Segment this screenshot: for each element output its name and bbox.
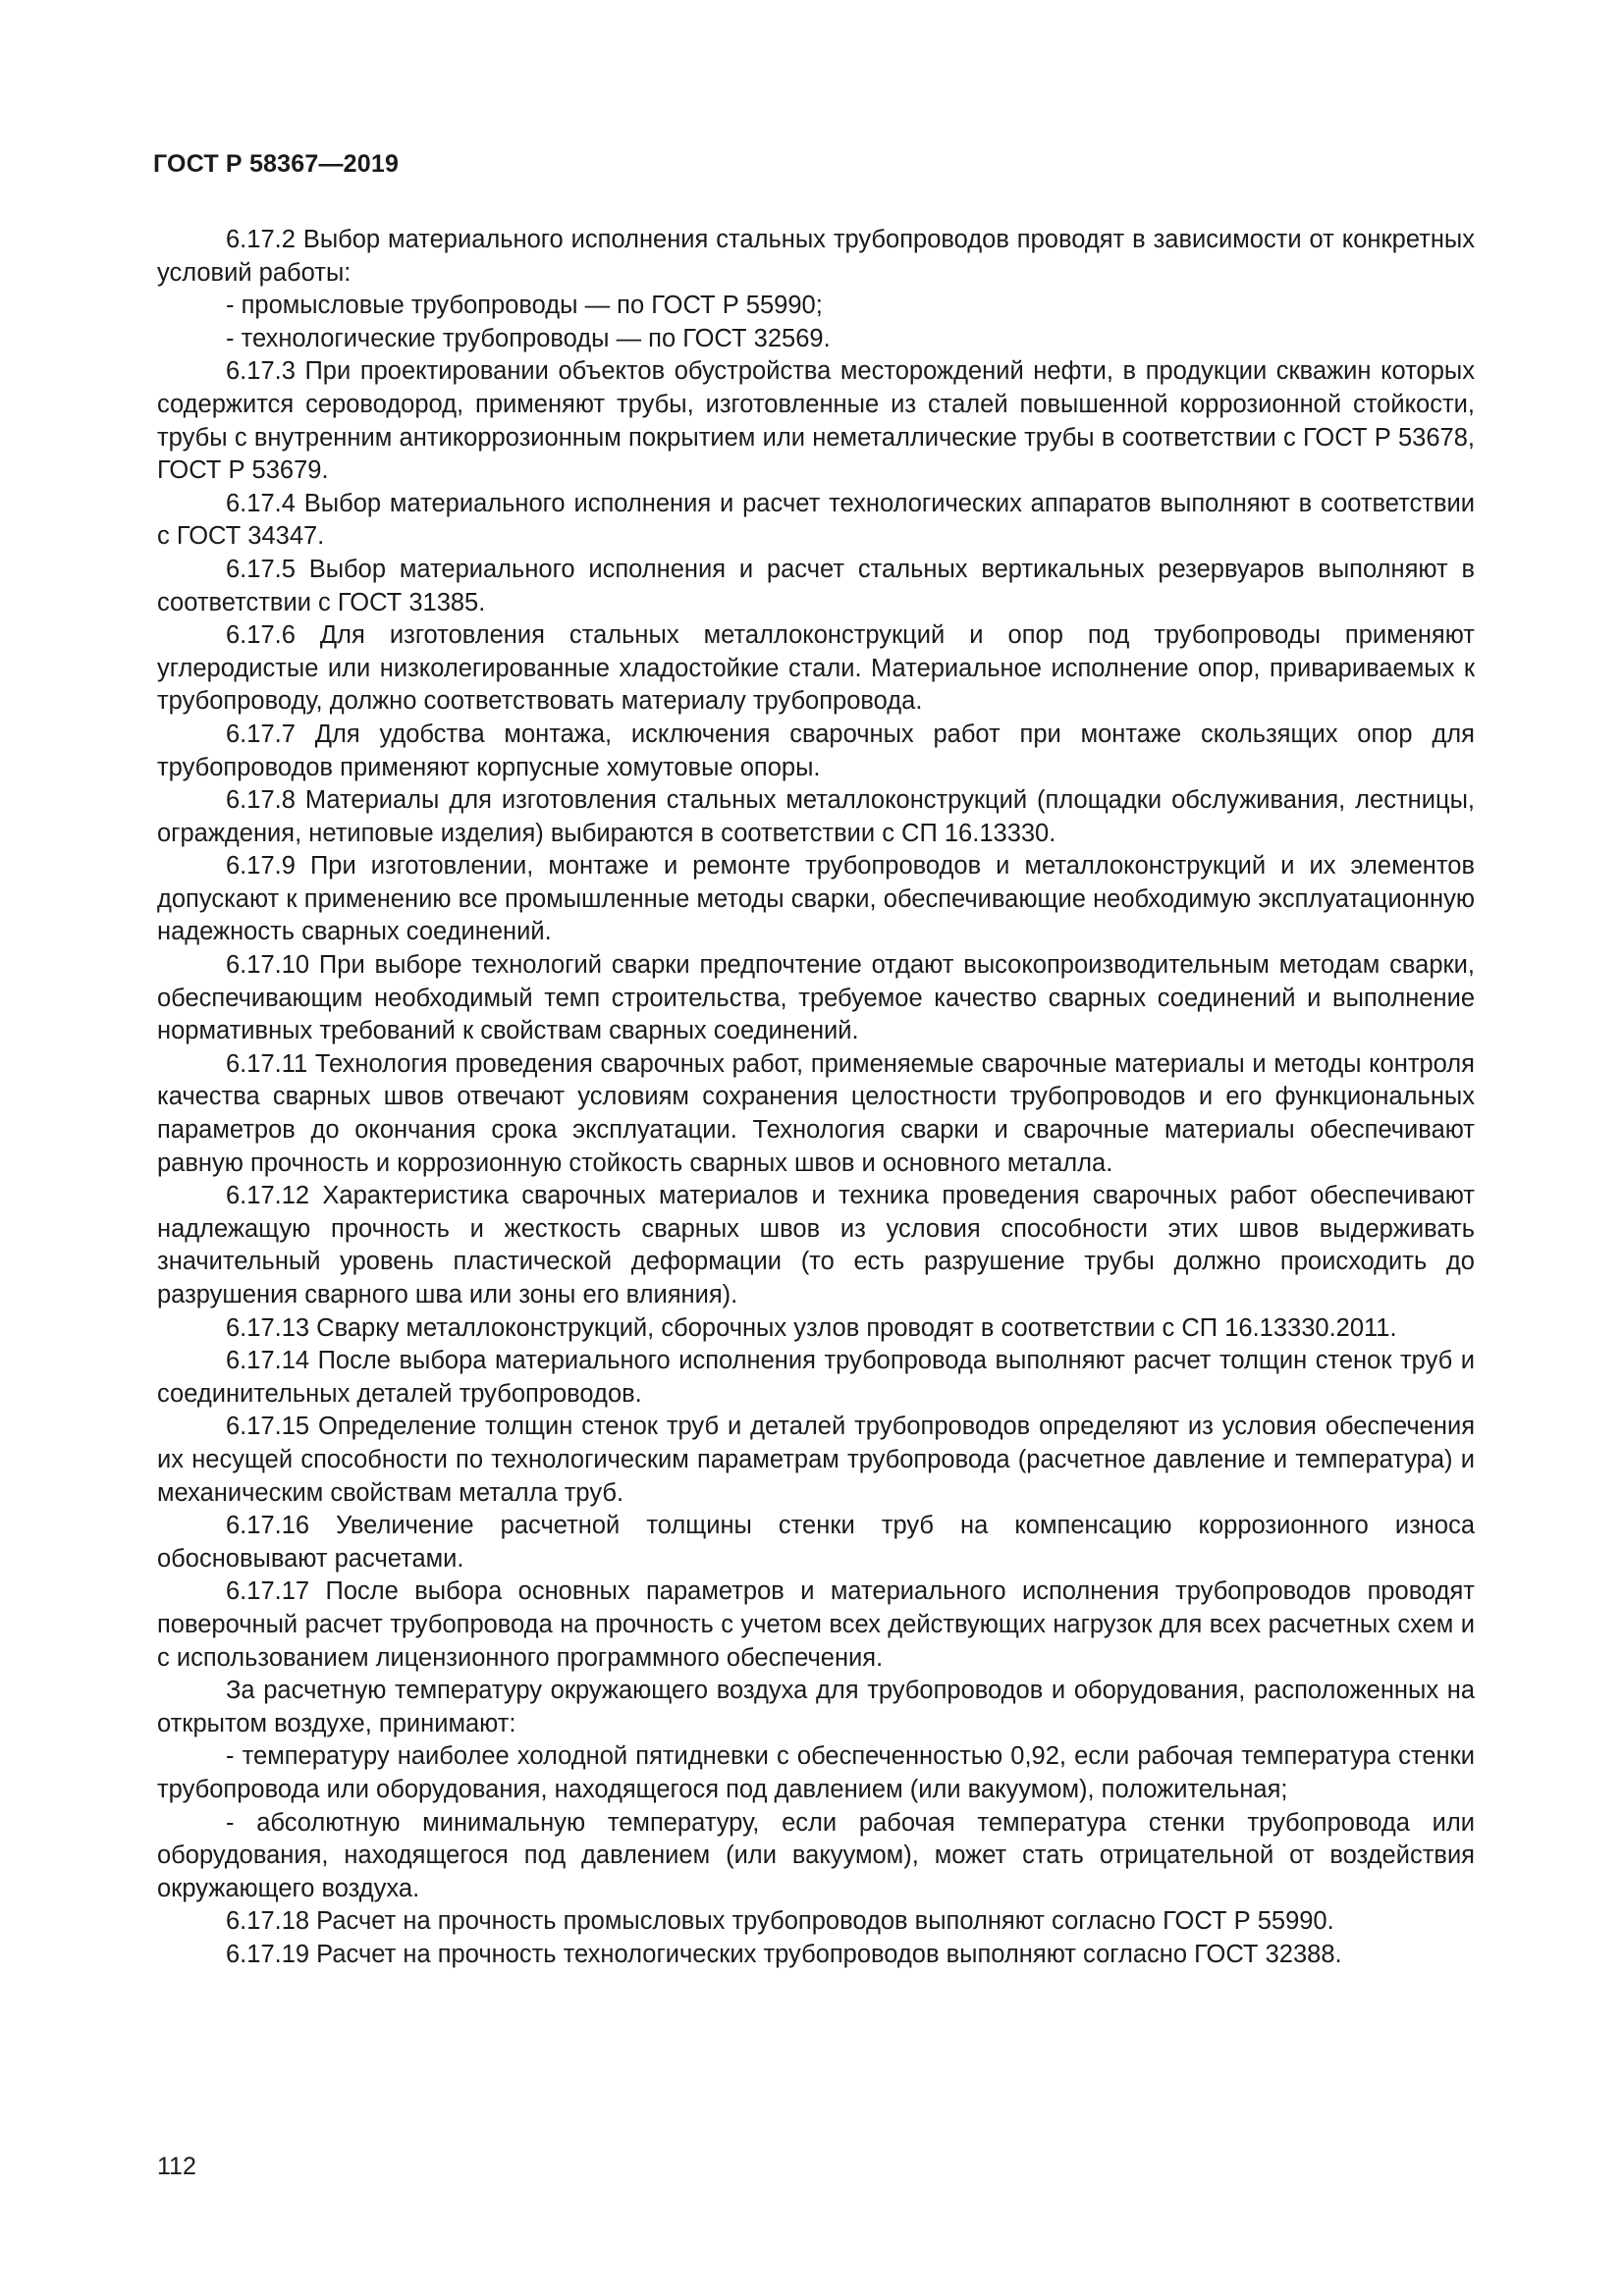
list-item-field-pipelines: - промысловые трубопроводы — по ГОСТ Р 55990; — [226, 292, 823, 320]
paragraph-6-17-15: 6.17.15 Определение толщин стенок труб и деталей трубопроводов определяют из условия обеспечения их несущей способности по технологическим параметрам трубопровода (расчетное давление и температура) и механическим свойствам металла труб. — [157, 1413, 1475, 1507]
document-body — [157, 224, 1475, 1971]
paragraph-6-17-9: 6.17.9 При изготовлении, монтаже и ремонте трубопроводов и металлоконструкций и их элементов допускают к применению все промышленные методы сварки, обеспечивающие необходимую эксплуатационную надежность сварных соединений. — [157, 852, 1475, 946]
list-item-process-pipelines: - технологические трубопроводы — по ГОСТ 32569. — [226, 324, 831, 352]
paragraph-6-17-4: 6.17.4 Выбор материального исполнения и расчет технологических аппаратов выполняют в соответствии с ГОСТ 34347. — [157, 489, 1475, 551]
paragraph-6-17-16: 6.17.16 Увеличение расчетной толщины стенки труб на компенсацию коррозионного износа обосновывают расчетами. — [157, 1512, 1475, 1573]
paragraph-6-17-5: 6.17.5 Выбор материального исполнения и расчет стальных вертикальных резервуаров выполняют в соответствии с ГОСТ 31385. — [157, 555, 1475, 616]
paragraph-6-17-18: 6.17.18 Расчет на прочность промысловых трубопроводов выполняют согласно ГОСТ Р 55990. — [226, 1907, 1334, 1936]
paragraph-6-17-8: 6.17.8 Материалы для изготовления стальных металлоконструкций (площадки обслуживания, лестницы, ограждения, нетиповые изделия) выбираются в соответствии с СП 16.13330. — [157, 786, 1475, 847]
paragraph-6-17-14: 6.17.14 После выбора материального исполнения трубопровода выполняют расчет толщин стенок труб и соединительных деталей трубопроводов. — [157, 1347, 1475, 1408]
list-item-coldest-five-day-period: - температуру наиболее холодной пятидневки с обеспеченностью 0,92, если рабочая температура стенки трубопровода или оборудования, находящегося под давлением (или вакуумом), положительная; — [157, 1742, 1475, 1803]
page-number: 112 — [157, 2153, 196, 2180]
paragraph-6-17-12: 6.17.12 Характеристика сварочных материалов и техника проведения сварочных работ обеспечивают надлежащую прочность и жесткость сварных швов из условия способности этих швов выдерживать значительный уровень пластической деформации (то есть разрушение трубы должно происходить до разрушения сварного шва или зоны его влияния). — [157, 1182, 1475, 1308]
paragraph-6-17-3: 6.17.3 При проектировании объектов обустройства месторождений нефти, в продукции скважин которых содержится сероводород, применяют трубы, изготовленные из сталей повышенной коррозионной стойкости, трубы с внутренним антикоррозионным покрытием или неметаллические трубы в соответствии с ГОСТ Р 53678, ГОСТ Р 53679. — [157, 357, 1475, 485]
paragraph-6-17-10: 6.17.10 При выборе технологий сварки предпочтение отдают высокопроизводительным методам сварки, обеспечивающим необходимый темп строительства, требуемое качество сварных соединений и выполнение нормативных требований к свойствам сварных соединений. — [157, 951, 1475, 1045]
paragraph-6-17-6: 6.17.6 Для изготовления стальных металлоконструкций и опор под трубопроводы применяют углеродистые или низколегированные хладостойкие стали. Материальное исполнение опор, привариваемых к трубопроводу, должно соответствовать материалу трубопровода. — [157, 621, 1475, 716]
paragraph-6-17-7: 6.17.7 Для удобства монтажа, исключения сварочных работ при монтаже скользящих опор для трубопроводов применяют корпусные хомутовые опоры. — [157, 720, 1475, 781]
paragraph-6-17-2: 6.17.2 Выбор материального исполнения стальных трубопроводов проводят в зависимости от конкретных условий работы: — [157, 226, 1475, 287]
paragraph-6-17-11: 6.17.11 Технология проведения сварочных работ, применяемые сварочные материалы и методы контроля качества сварных швов отвечают условиям сохранения целостности трубопроводов и его функциональных параметров до окончания срока эксплуатации. Технология сварки и сварочные материалы обеспечивают равную прочность и коррозионную стойкость сварных швов и основного металла. — [157, 1049, 1475, 1177]
paragraph-6-17-13: 6.17.13 Сварку металлоконструкций, сборочных узлов проводят в соответствии с СП 16.13330.2011. — [226, 1313, 1397, 1342]
list-item-absolute-minimum: - абсолютную минимальную температуру, если рабочая температура стенки трубопровода или оборудования, находящегося под давлением (или вакуумом), может стать отрицательной от воздействия окружающего воздуха. — [157, 1808, 1475, 1902]
paragraph-design-temperature: За расчетную температуру окружающего воздуха для трубопроводов и оборудования, расположенных на открытом воздухе, принимают: — [157, 1677, 1475, 1737]
standard-designation: ГОСТ Р 58367—2019 — [153, 150, 400, 178]
paragraph-6-17-19: 6.17.19 Расчет на прочность технологических трубопроводов выполняют согласно ГОСТ 32388. — [226, 1940, 1342, 1968]
paragraph-6-17-17: 6.17.17 После выбора основных параметров и материального исполнения трубопроводов проводят поверочный расчет трубопровода на прочность с учетом всех действующих нагрузок для всех расчетных схем и с использованием лицензионного программного обеспечения. — [157, 1577, 1475, 1672]
